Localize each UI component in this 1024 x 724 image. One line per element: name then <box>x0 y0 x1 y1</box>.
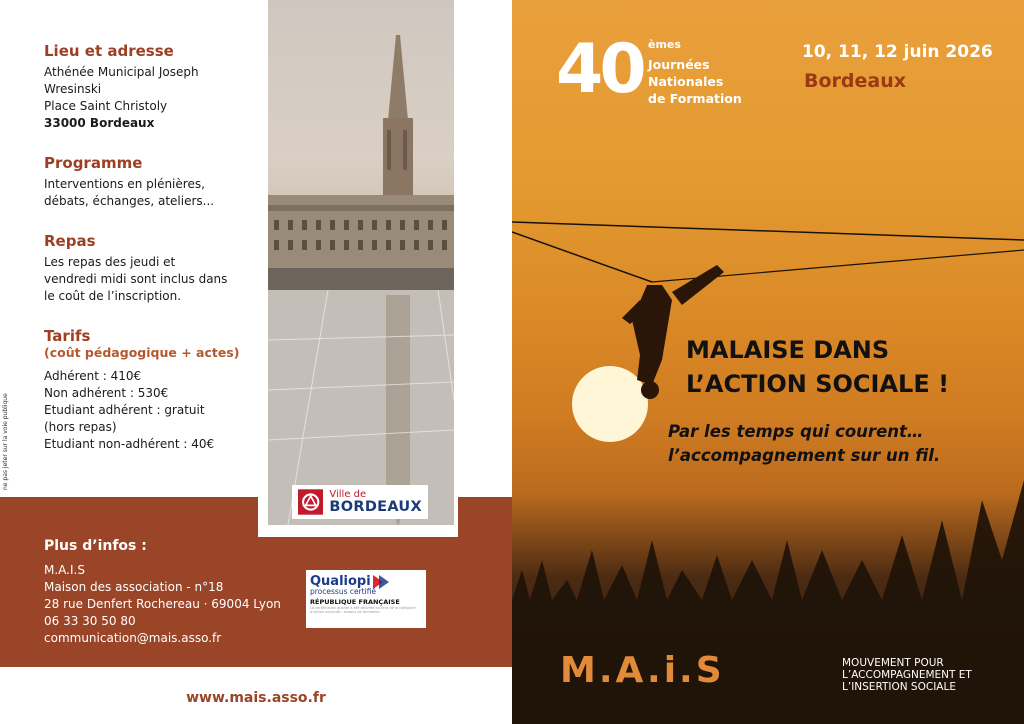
rates-subheading: (coût pédagogique + actes) <box>44 345 240 360</box>
program-line: débats, échanges, ateliers... <box>44 194 215 208</box>
sun <box>572 366 648 442</box>
rate-line: (hors repas) <box>44 420 117 434</box>
rate-line: Non adhérent : 530€ <box>44 386 169 400</box>
cover-tagline <box>668 420 940 468</box>
side-disclaimer: ne pas jeter sur la voie publique <box>2 393 9 490</box>
tagline-line: l’accompagnement sur un fil. <box>668 446 941 465</box>
qualiopi-fine-print: La certification qualité a été délivrée au titre de la catégorie d’action suivante : actions de formation <box>310 606 416 614</box>
qualiopi-sub: processus certifié <box>310 587 377 596</box>
contact-email: communication@mais.asso.fr <box>44 631 222 645</box>
venue-postcode: 33000 Bordeaux <box>44 116 155 130</box>
venue-heading: Lieu et adresse <box>44 42 174 60</box>
meals-line: Les repas des jeudi et <box>44 255 176 269</box>
qualiopi-title: Qualiopi <box>310 574 371 589</box>
organisation-name <box>842 657 972 693</box>
org-line: MOUVEMENT POUR <box>842 657 944 669</box>
bordeaux-photo <box>268 0 454 525</box>
mais-logo: M.A.i.S <box>560 650 725 691</box>
rates-heading: Tarifs <box>44 327 91 345</box>
program-section <box>44 154 244 210</box>
meals-line: le coût de l’inscription. <box>44 289 182 303</box>
event-dates: 10, 11, 12 juin 2026 <box>802 42 993 62</box>
bordeaux-cityscape <box>268 0 454 525</box>
org-line: L’ACCOMPAGNEMENT ET <box>842 669 972 681</box>
event-line: Nationales <box>648 74 724 89</box>
event-line: de Formation <box>648 91 742 106</box>
meals-heading: Repas <box>44 232 96 250</box>
title-line: L’ACTION SOCIALE ! <box>686 370 950 398</box>
org-line: L’INSERTION SOCIALE <box>842 681 956 693</box>
program-heading: Programme <box>44 154 143 172</box>
contact-line: M.A.I.S <box>44 563 85 577</box>
info-column <box>44 42 244 475</box>
republique-francaise: RÉPUBLIQUE FRANÇAISE <box>310 598 400 606</box>
rate-line: Etudiant non-adhérent : 40€ <box>44 437 215 451</box>
edition-suffix: èmes <box>648 38 681 51</box>
venue-line: Place Saint Christoly <box>44 99 168 113</box>
edition-number: 40 <box>556 30 643 109</box>
bordeaux-emblem-icon <box>298 487 323 517</box>
ville-name: BORDEAUX <box>329 498 422 515</box>
venue-line: Athénée Municipal Joseph <box>44 65 199 79</box>
contact-address: 28 rue Denfert Rochereau · 69004 Lyon <box>44 597 281 611</box>
venue-line: Wresinski <box>44 82 102 96</box>
zipline-wire <box>512 232 652 282</box>
rates-section <box>44 327 244 453</box>
event-city: Bordeaux <box>804 70 906 92</box>
meals-section <box>44 232 244 305</box>
tagline-line: Par les temps qui courent… <box>668 422 924 441</box>
event-name <box>648 56 758 107</box>
contact-line: Maison des association - n°18 <box>44 580 224 594</box>
event-line: Journées <box>648 57 710 72</box>
venue-section <box>44 42 244 132</box>
qualiopi-logo <box>306 570 426 628</box>
contact-heading: Plus d’infos : <box>44 538 147 554</box>
contact-block <box>44 538 281 647</box>
ville-text <box>329 490 422 515</box>
cover-title <box>686 333 949 401</box>
ville-label: Ville de <box>329 488 367 500</box>
program-line: Interventions en plénières, <box>44 177 205 191</box>
contact-phone: 06 33 30 50 80 <box>44 614 136 628</box>
title-line: MALAISE DANS <box>686 336 890 364</box>
meals-line: vendredi midi sont inclus dans <box>44 272 228 286</box>
rate-line: Adhérent : 410€ <box>44 369 142 383</box>
zipline-wire <box>512 222 1024 240</box>
rate-line: Etudiant adhérent : gratuit <box>44 403 205 417</box>
website-link[interactable]: www.mais.asso.fr <box>186 690 326 706</box>
ville-bordeaux-logo <box>292 485 428 519</box>
